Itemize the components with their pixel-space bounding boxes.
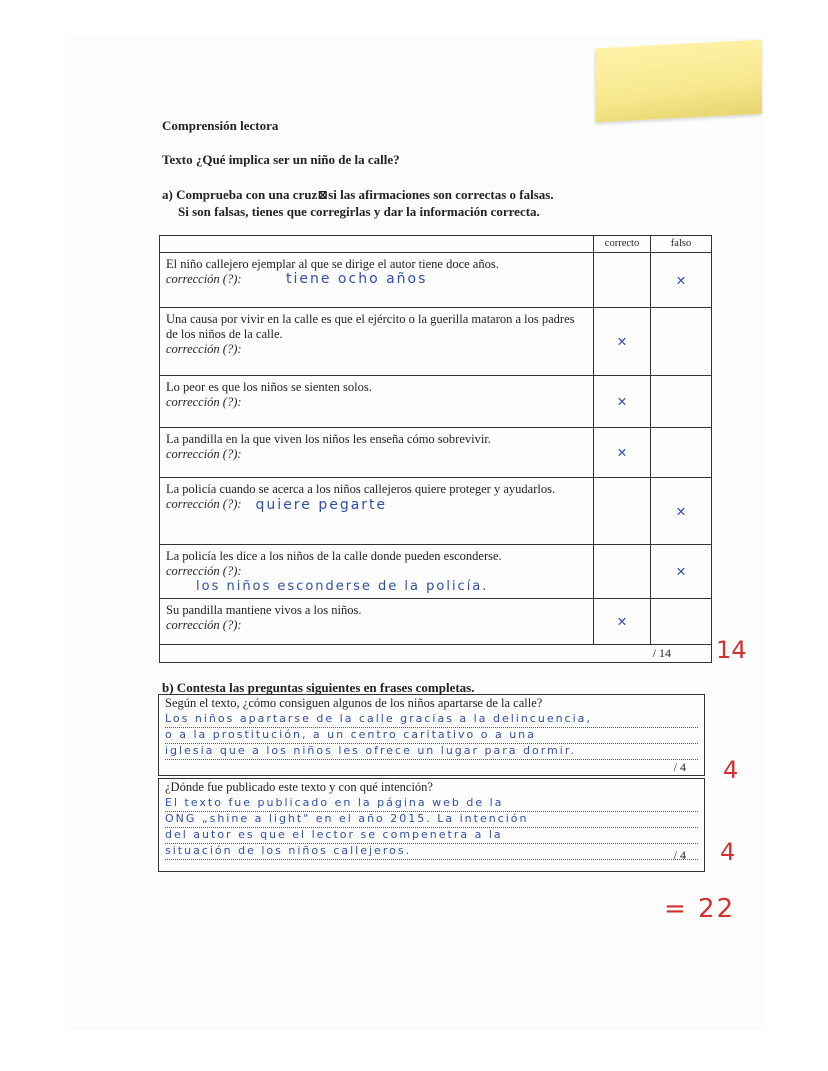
table-row [160,308,712,376]
correction-label: corrección (?): [166,447,242,461]
header-correct: correcto [594,236,651,253]
correction-label: corrección (?): [166,342,242,356]
header-false: falso [651,236,712,253]
answer-2-line: ONG „shine a light" en el año 2015. La intención [165,812,698,828]
table-row [160,478,712,545]
correction-label: corrección (?): [166,564,242,578]
statement: Lo peor es que los niños se sienten solos. [166,380,372,394]
statement: La pandilla en la que viven los niños les enseña cómo sobrevivir. [166,432,491,446]
question-2-score: / 4 [673,848,686,862]
total-score: = 22 [664,894,736,924]
sticky-note [596,40,762,123]
statement: El niño callejero ejemplar al que se dirige el autor tiene doce años. [166,257,499,271]
question-1: Según el texto, ¿cómo consiguen algunos de los niños apartarse de la calle? [165,696,543,710]
header-statement [160,236,594,253]
mark-false [651,376,712,428]
handwritten-correction: tiene ocho años [286,271,428,287]
mark-correct: ✕ [594,308,651,376]
graded-score-part-a: 14 [716,636,747,664]
answer-1-line: iglesia que a los niños les ofrece un lugar para dormir. [165,744,698,760]
correction-label: corrección (?): [166,618,242,632]
table-row [160,545,712,599]
table-row [160,376,712,428]
mark-correct: ✕ [594,376,651,428]
question-1-box [158,694,705,776]
mark-false: ✕ [651,478,712,545]
statement: Una causa por vivir en la calle es que el ejército o la guerilla mataron a los padres de los niños de la calle. [166,312,575,341]
handwritten-correction: los niños esconderse de la policía. [196,579,489,594]
table-score-row [160,645,712,663]
text-title: Texto ¿Qué implica ser un niño de la calle? [162,152,400,167]
question-1-score: / 4 [673,760,686,774]
question-2: ¿Dónde fue publicado este texto y con qué intención? [165,780,433,794]
instruction-a-line1: a) Comprueba con una cruz⊠si las afirmaciones son correctas o falsas. [162,187,554,202]
graded-score-q2: 4 [720,838,736,866]
true-false-table [159,235,712,663]
mark-false [651,428,712,478]
table-row [160,599,712,645]
mark-false: ✕ [651,253,712,308]
answer-2-line: El texto fue publicado en la página web de la [165,796,698,812]
table-row [160,428,712,478]
table-row [160,253,712,308]
section-heading: Comprensión lectora [162,118,279,133]
statement: Su pandilla mantiene vivos a los niños. [166,603,362,617]
correction-label: corrección (?): [166,272,242,286]
handwritten-correction: quiere pegarte [255,497,388,513]
correction-label: corrección (?): [166,497,242,511]
mark-correct [594,478,651,545]
table-score: / 14 [160,645,712,663]
mark-correct [594,253,651,308]
statement: La policía cuando se acerca a los niños callejeros quiere proteger y ayudarlos. [166,482,556,496]
answer-2-line: del autor es que el lector se compenetra a la [165,828,698,844]
mark-correct: ✕ [594,599,651,645]
graded-score-q1: 4 [723,756,739,784]
mark-correct [594,545,651,599]
part-b-title: b) Contesta las preguntas siguientes en frases completas. [162,680,475,695]
correction-label: corrección (?): [166,395,242,409]
mark-false [651,308,712,376]
mark-false: ✕ [651,545,712,599]
mark-false [651,599,712,645]
mark-correct: ✕ [594,428,651,478]
answer-1-line: o a la prostitución, a un centro caritativo o a una [165,728,698,744]
statement: La policía les dice a los niños de la calle donde pueden esconderse. [166,549,502,563]
answer-1-line: Los niños apartarse de la calle gracias a la delincuencia, [165,712,698,728]
instruction-a-line2: Si son falsas, tienes que corregirlas y dar la información correcta. [178,204,540,219]
table-header-row [160,236,712,253]
question-2-box [158,778,705,872]
answer-2-line: situación de los niños callejeros. [165,844,698,860]
